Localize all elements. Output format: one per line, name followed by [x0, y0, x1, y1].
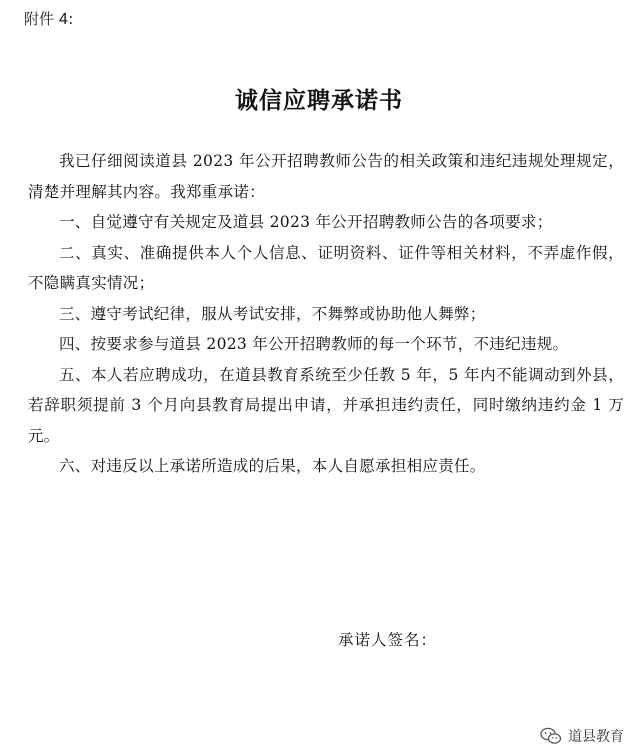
signature-label: 承诺人签名： — [338, 631, 438, 649]
attachment-label: 附件 4: — [24, 10, 74, 28]
document-title: 诚信应聘承诺书 — [235, 87, 403, 114]
paragraph-item-4: 四、按要求参与道县 2023 年公开招聘教师的每一个环节，不违纪违规。 — [59, 335, 569, 353]
document-body — [28, 146, 624, 482]
paragraph-item-2: 二、真实、准确提供本人个人信息、证明资料、证件等相关材料，不弄虚作假，不隐瞒真实情况； — [28, 243, 624, 292]
wechat-icon — [540, 727, 562, 745]
paragraph-item-3: 三、遵守考试纪律，服从考试安排，不舞弊或协助他人舞弊； — [59, 304, 486, 323]
watermark-text: 道县教育 — [568, 729, 624, 745]
paragraph-item-6: 六、对违反以上承诺所造成的后果，本人自愿承担相应责任。 — [59, 457, 486, 475]
paragraph-item-1: 一、自觉遵守有关规定及道县 2023 年公开招聘教师公告的各项要求； — [59, 213, 553, 231]
paragraph-item-5: 五、本人若应聘成功，在道县教育系统至少任教 5 年，5 年内不能调动到外县，若辞职须提前 3 个月向县教育局提出申请，并承担违约责任，同时缴纳违约金 1 万元。 — [28, 365, 624, 445]
paragraph-intro: 我已仔细阅读道县 2023 年公开招聘教师公告的相关政策和违纪违规处理规定，清楚并理解其内容。我郑重承诺： — [28, 152, 624, 201]
watermark — [540, 726, 624, 746]
